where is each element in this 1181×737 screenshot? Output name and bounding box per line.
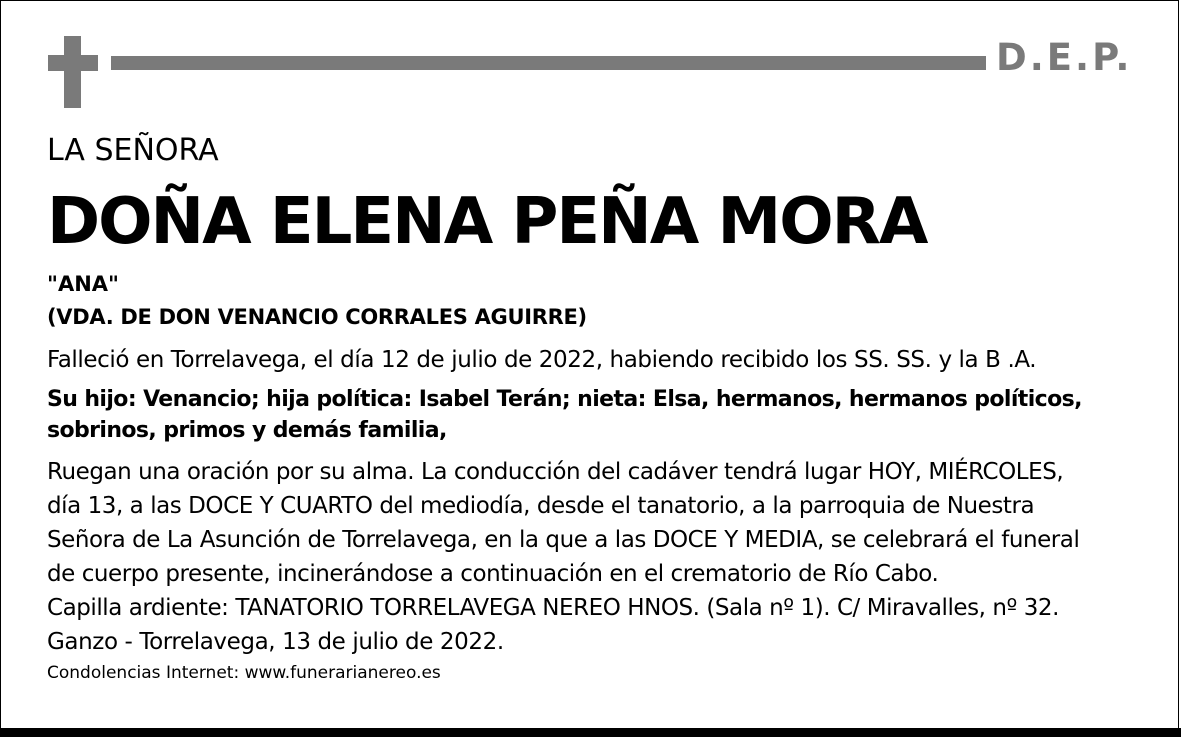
cross-icon-horizontal bbox=[48, 55, 98, 71]
deceased-name: DOÑA ELENA PEÑA MORA bbox=[47, 185, 927, 259]
body-line: Ruegan una oración por su alma. La conducción del cadáver tendrá lugar HOY, MIÉRCOLES, bbox=[47, 459, 1064, 485]
condolences-link[interactable]: Condolencias Internet: www.funerarianereo.es bbox=[47, 663, 441, 683]
family-list bbox=[47, 384, 1147, 446]
lead-title: LA SEÑORA bbox=[47, 133, 219, 168]
ceremony-details bbox=[47, 455, 1157, 625]
header-rule bbox=[111, 56, 986, 70]
widow-of: (VDA. DE DON VENANCIO CORRALES AGUIRRE) bbox=[47, 305, 587, 329]
death-statement: Falleció en Torrelavega, el día 12 de julio de 2022, habiendo recibido los SS. SS. y la B .A. bbox=[47, 347, 1037, 373]
bottom-rule bbox=[0, 728, 1181, 737]
alias: "ANA" bbox=[47, 272, 119, 296]
family-line: Su hijo: Venancio; hija política: Isabel Terán; nieta: Elsa, hermanos, hermanos políticos, bbox=[47, 387, 1082, 412]
cross-icon-vertical bbox=[64, 36, 81, 108]
body-line: Señora de La Asunción de Torrelavega, en la que a las DOCE Y MEDIA, se celebrará el funeral bbox=[47, 527, 1080, 553]
family-line: sobrinos, primos y demás familia, bbox=[47, 418, 447, 443]
dep-label: D.E.P. bbox=[996, 36, 1133, 79]
body-line: Capilla ardiente: TANATORIO TORRELAVEGA NEREO HNOS. (Sala nº 1). C/ Miravalles, nº 32. bbox=[47, 595, 1059, 621]
body-line: día 13, a las DOCE Y CUARTO del mediodía, desde el tanatorio, a la parroquia de Nuestra bbox=[47, 493, 1035, 519]
place-date: Ganzo - Torrelavega, 13 de julio de 2022. bbox=[47, 629, 504, 655]
body-line: de cuerpo presente, incinerándose a continuación en el crematorio de Río Cabo. bbox=[47, 561, 939, 587]
